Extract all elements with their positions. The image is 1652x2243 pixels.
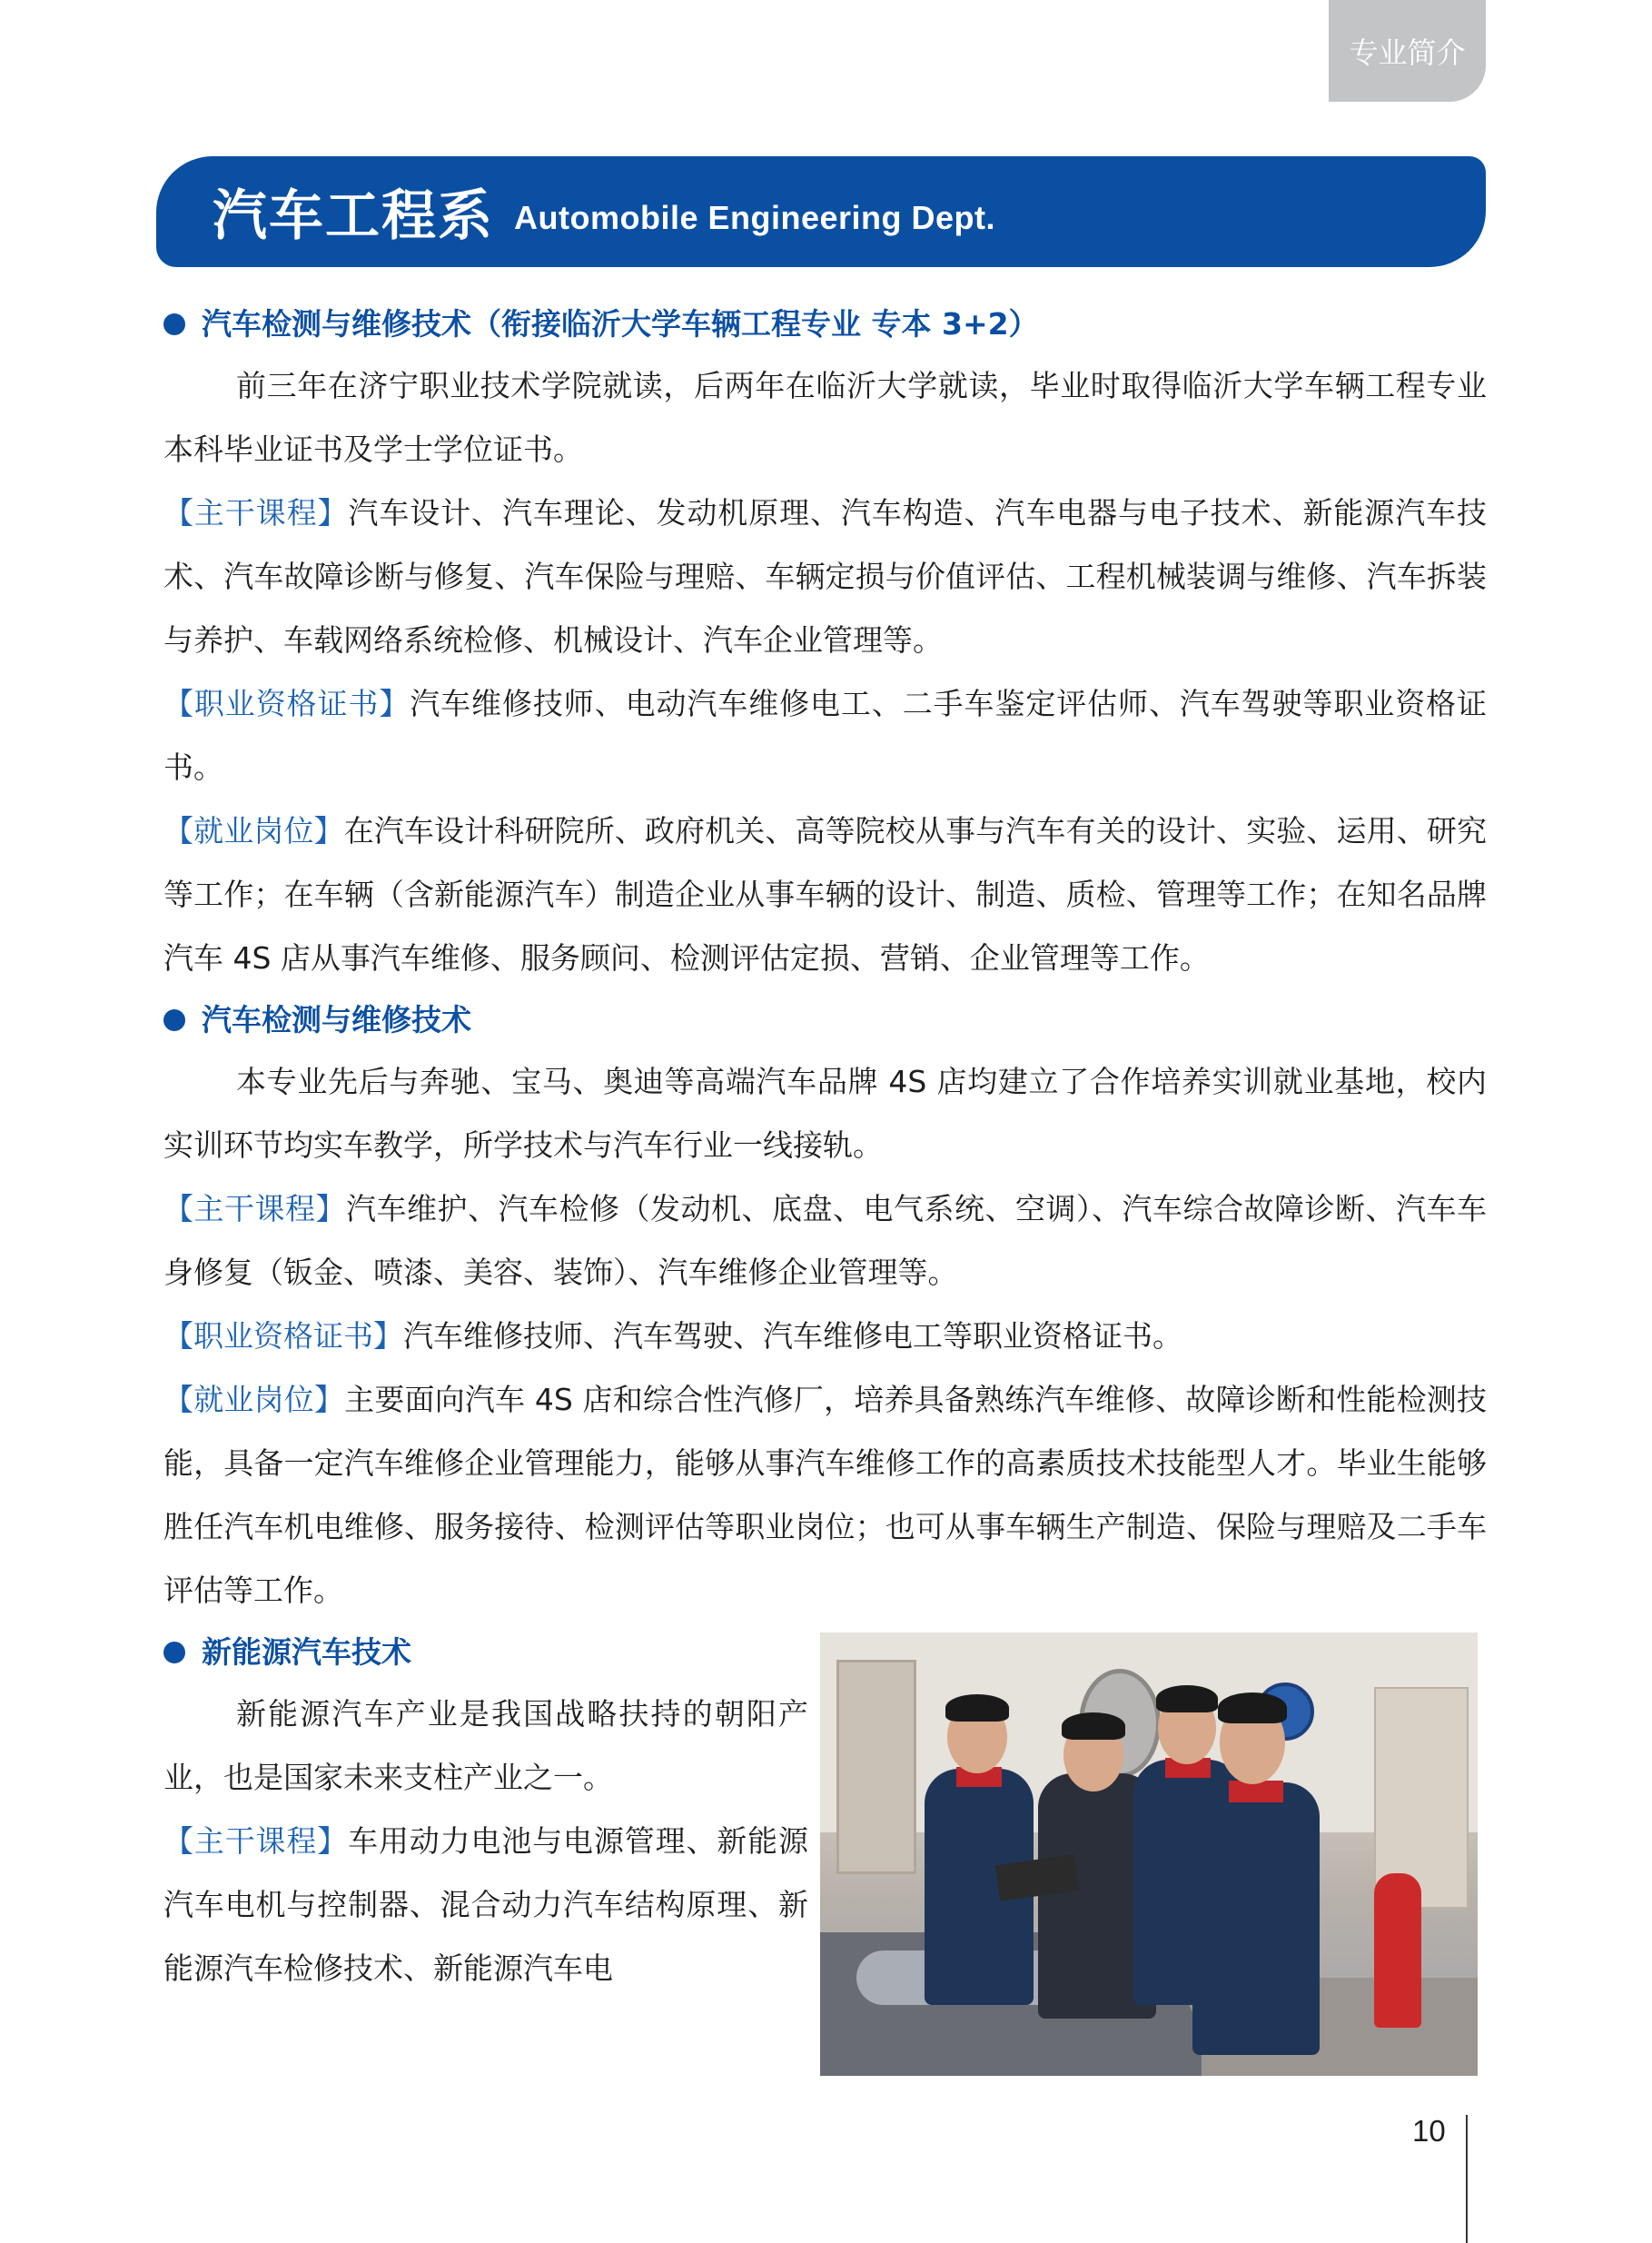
item-text: 在汽车设计科研院所、政府机关、高等院校从事与汽车有关的设计、实验、运用、研究等工作；在车辆（含新能源汽车）制造企业从事车辆的设计、制造、质检、管理等工作；在知名品牌汽车 4S 店从事汽车维修、服务顾问、检测评估定损、营销、企业管理等工作。	[163, 813, 1488, 976]
item-label: 【主干课程】	[163, 1191, 346, 1226]
person-hair	[945, 1694, 1009, 1722]
section-title: 汽车检测与维修技术（衔接临沂大学车辆工程专业 专本 3+2）	[163, 294, 1487, 354]
photo-door	[836, 1660, 916, 1874]
item-jobs	[163, 1368, 1487, 1623]
page-margin-line	[1466, 2115, 1468, 2243]
item-courses	[163, 1810, 808, 2000]
person-hair	[1156, 1685, 1218, 1712]
item-text: 汽车维修技师、电动汽车维修电工、二手车鉴定评估师、汽车驾驶等职业资格证书。	[163, 686, 1488, 785]
section-title: 新能源汽车技术	[163, 1623, 1487, 1682]
item-text: 汽车维修技师、汽车驾驶、汽车维修电工等职业资格证书。	[403, 1318, 1182, 1354]
item-jobs	[163, 799, 1487, 990]
item-text: 主要面向汽车 4S 店和综合性汽修厂，培养具备熟练汽车维修、故障诊断和性能检测技能，具备一定汽车维修企业管理能力，能够从事汽车维修工作的高素质技术技能型人才。毕业生能够胜任汽车机电维修、服务接待、检测评估等职业岗位；也可从事车辆生产制造、保险与理赔及二手车评估等工作。	[163, 1382, 1487, 1608]
section-tab: 专业简介	[1329, 0, 1486, 102]
item-courses	[163, 481, 1487, 672]
item-certificates	[163, 1305, 1487, 1368]
section-intro: 新能源汽车产业是我国战略扶持的朝阳产业，也是国家未来支柱产业之一。	[163, 1696, 808, 1795]
person-hair	[1218, 1692, 1287, 1723]
department-title-en: Automobile Engineering Dept.	[514, 199, 996, 236]
fire-extinguisher-icon	[1374, 1873, 1421, 2028]
bullet-dot-icon	[163, 1009, 185, 1031]
section-title: 汽车检测与维修技术	[163, 990, 1487, 1050]
item-text: 汽车设计、汽车理论、发动机原理、汽车构造、汽车电器与电子技术、新能源汽车技术、汽车故障诊断与修复、汽车保险与理赔、车辆定损与价值评估、工程机械装调与维修、汽车拆装与养护、车载网络系统检修、机械设计、汽车企业管理等。	[163, 495, 1488, 658]
section-intro: 前三年在济宁职业技术学院就读，后两年在临沂大学就读，毕业时取得临沂大学车辆工程专业本科毕业证书及学士学位证书。	[163, 368, 1487, 467]
section-intro: 本专业先后与奔驰、宝马、奥迪等高端汽车品牌 4S 店均建立了合作培养实训就业基地，校内实训环节均实车教学，所学技术与汽车行业一线接轨。	[163, 1064, 1487, 1163]
item-courses	[163, 1177, 1487, 1305]
item-certificates	[163, 672, 1487, 799]
item-label: 【主干课程】	[163, 495, 349, 531]
item-label: 【就业岗位】	[163, 813, 344, 849]
bullet-dot-icon	[163, 1642, 185, 1663]
item-text: 车用动力电池与电源管理、新能源汽车电机与控制器、混合动力汽车结构原理、新能源汽车检修技术、新能源汽车电	[163, 1823, 809, 1986]
item-label: 【职业资格证书】	[163, 1318, 403, 1354]
item-label: 【主干课程】	[163, 1823, 349, 1859]
workshop-photo	[820, 1633, 1478, 2076]
page-number: 10	[1412, 2114, 1446, 2148]
bullet-dot-icon	[163, 313, 185, 335]
department-banner	[156, 156, 1486, 267]
item-label: 【就业岗位】	[163, 1382, 345, 1417]
person-figure	[1192, 1782, 1320, 2055]
item-text: 汽车维护、汽车检修（发动机、底盘、电气系统、空调）、汽车综合故障诊断、汽车车身修复（钣金、喷漆、美容、装饰）、汽车维修企业管理等。	[163, 1191, 1487, 1290]
item-label: 【职业资格证书】	[163, 686, 411, 721]
person-hair	[1062, 1712, 1125, 1740]
department-title-cn: 汽车工程系	[213, 184, 494, 248]
